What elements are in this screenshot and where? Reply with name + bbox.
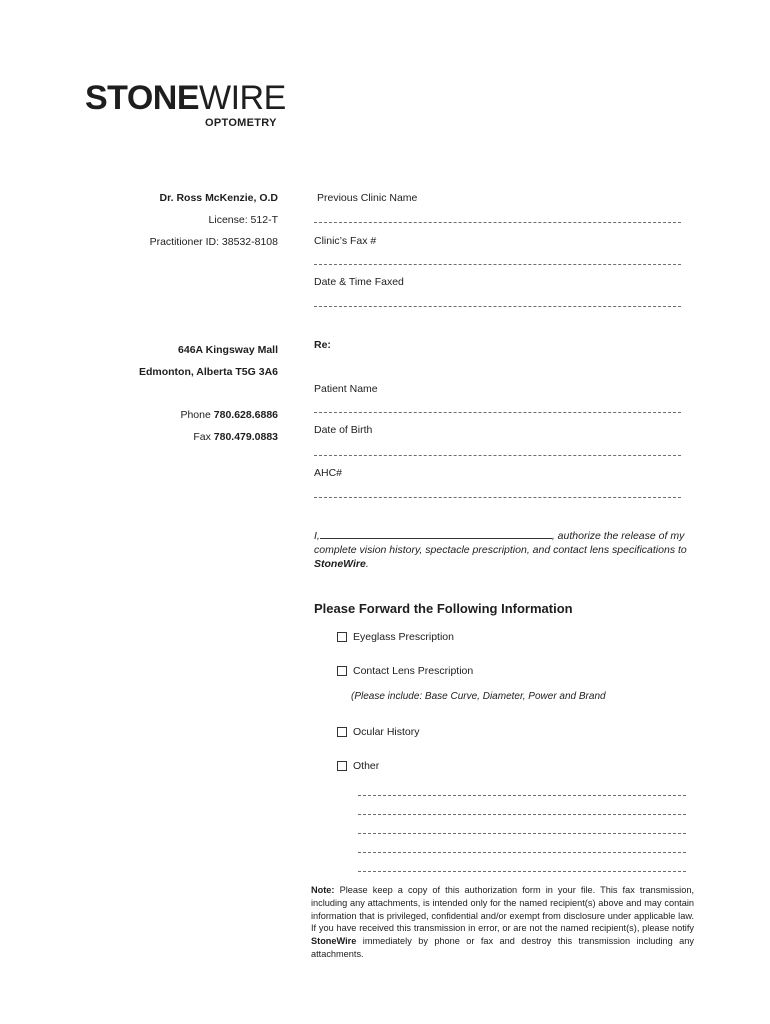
practitioner-id: Practitioner ID: 38532-8108 bbox=[149, 236, 278, 248]
dob-field[interactable] bbox=[314, 455, 681, 456]
patient-name-field[interactable] bbox=[314, 412, 681, 413]
forward-heading: Please Forward the Following Information bbox=[314, 601, 573, 616]
dob-label: Date of Birth bbox=[314, 424, 373, 436]
other-line[interactable] bbox=[358, 833, 686, 834]
authorization-statement bbox=[314, 529, 694, 571]
address-line1: 646A Kingsway Mall bbox=[178, 344, 278, 356]
phone-label: Phone bbox=[180, 409, 211, 421]
authorization-text: , authorize the release of my complete vision history, spectacle prescription, and contact lens specifications to bbox=[314, 530, 687, 556]
other-line[interactable] bbox=[358, 871, 686, 872]
option-other[interactable] bbox=[337, 760, 379, 772]
logo-name-bold: STONE bbox=[85, 79, 200, 117]
ahc-label: AHC# bbox=[314, 467, 343, 479]
option-label: Eyeglass Prescription bbox=[353, 631, 454, 643]
logo bbox=[85, 78, 286, 118]
phone-line bbox=[180, 409, 278, 421]
note-label: Note: bbox=[311, 885, 335, 895]
authorization-company: StoneWire bbox=[314, 558, 366, 570]
note-company: StoneWire bbox=[311, 936, 357, 947]
option-ocular-history[interactable] bbox=[337, 726, 420, 738]
previous-clinic-label: Previous Clinic Name bbox=[317, 192, 418, 204]
option-label: Other bbox=[353, 760, 380, 772]
other-line[interactable] bbox=[358, 795, 686, 796]
practitioner-name: Dr. Ross McKenzie, O.D bbox=[159, 192, 278, 204]
re-label: Re: bbox=[314, 339, 331, 351]
fax-label: Fax bbox=[193, 431, 211, 443]
note-text-1: Please keep a copy of this authorization form in your file. This fax transmission, including any attachments, is intended only for the named recipient(s) above and may contain information that is privileged, confidential and/or exempt from disclosure under applicable law. If you have received this transmission in error, or are not the named recipient(s), please notify bbox=[311, 885, 694, 934]
practitioner-license: License: 512-T bbox=[208, 214, 278, 226]
option-label: Ocular History bbox=[353, 726, 420, 738]
option-contact-lens[interactable] bbox=[337, 665, 473, 677]
option-label: Contact Lens Prescription bbox=[353, 665, 474, 677]
clinic-fax-label: Clinic’s Fax # bbox=[314, 235, 377, 247]
ahc-field[interactable] bbox=[314, 497, 681, 498]
authorization-end: . bbox=[365, 558, 369, 570]
confidentiality-note bbox=[311, 884, 694, 961]
checkbox-icon[interactable] bbox=[337, 666, 347, 676]
contact-lens-hint: (Please include: Base Curve, Diameter, Power and Brand bbox=[351, 691, 606, 702]
note-text-2: immediately by phone or fax and destroy this transmission including any attachments. bbox=[311, 936, 694, 959]
checkbox-icon[interactable] bbox=[337, 761, 347, 771]
address-line2: Edmonton, Alberta T5G 3A6 bbox=[138, 366, 278, 378]
authorization-prefix: I, bbox=[314, 530, 320, 542]
checkbox-icon[interactable] bbox=[337, 727, 347, 737]
fax-line bbox=[193, 431, 278, 443]
logo-subtitle: OPTOMETRY bbox=[205, 117, 277, 129]
date-time-field[interactable] bbox=[314, 306, 681, 307]
logo-name-light: WIRE bbox=[199, 79, 286, 117]
patient-name-label: Patient Name bbox=[314, 383, 378, 395]
other-line[interactable] bbox=[358, 814, 686, 815]
checkbox-icon[interactable] bbox=[337, 632, 347, 642]
other-line[interactable] bbox=[358, 852, 686, 853]
clinic-fax-field[interactable] bbox=[314, 264, 681, 265]
fax-number: 780.479.0883 bbox=[213, 431, 278, 443]
option-eyeglass[interactable] bbox=[337, 631, 454, 643]
date-time-label: Date & Time Faxed bbox=[314, 276, 404, 288]
authorization-name-field[interactable] bbox=[320, 529, 552, 539]
phone-number: 780.628.6886 bbox=[213, 409, 278, 421]
previous-clinic-field[interactable] bbox=[314, 222, 681, 223]
